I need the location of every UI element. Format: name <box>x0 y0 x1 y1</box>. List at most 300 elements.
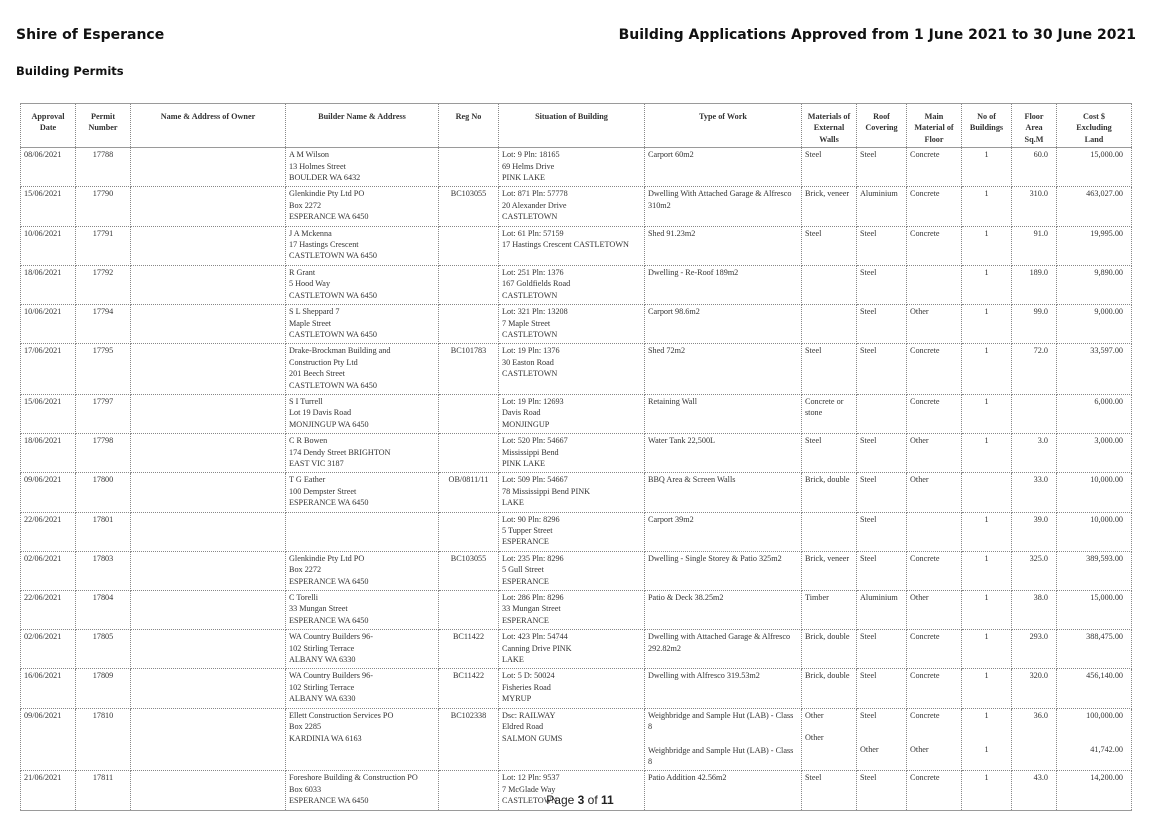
floor-material-cell <box>907 434 962 473</box>
cell-text: C Torelli <box>289 593 319 603</box>
cell-text: 36.0 <box>1033 710 1048 720</box>
situation-cell <box>499 344 645 395</box>
cell-text: Eldred Road <box>502 722 544 732</box>
table-row <box>21 187 1132 226</box>
permit-number-cell <box>76 265 131 304</box>
column-header-text: Excluding <box>1076 123 1112 133</box>
builder-cell <box>286 305 439 344</box>
cell-text: ESPERANCE WA 6450 <box>289 796 369 806</box>
roof-covering-cell <box>857 187 907 226</box>
column-header-text: Sq.M <box>1024 134 1044 144</box>
reg-no-cell <box>439 630 499 669</box>
column-header-text: Permit <box>90 112 116 121</box>
approval-date-cell <box>21 344 76 395</box>
external-walls-cell <box>802 512 857 551</box>
cell-text: 10/06/2021 <box>24 307 62 317</box>
cell-text: Canning Drive PINK <box>502 643 572 653</box>
cell-text: 5 Gull Street <box>502 565 544 575</box>
floor-material-cell <box>907 148 962 187</box>
floor-area-cell <box>1012 708 1057 771</box>
cell-text: 17/06/2021 <box>24 346 62 356</box>
permit-number-cell <box>76 344 131 395</box>
cell-text: CASTLETOWN WA 6450 <box>289 329 377 339</box>
cell-text: Timber <box>805 593 829 603</box>
cell-text: Carport 60m2 <box>648 150 694 160</box>
cell-text: Lot: 509 Pln: 54667 <box>502 475 568 485</box>
table-row <box>21 591 1132 630</box>
permit-number-cell <box>76 394 131 433</box>
cell-text: Patio Addition 42.56m2 <box>648 773 727 783</box>
council-name: Shire of Esperance <box>16 27 165 43</box>
num-buildings-cell <box>962 512 1012 551</box>
cell-text: Steel <box>860 475 877 485</box>
cell-text: Fisheries Road <box>502 682 551 692</box>
floor-material-cell <box>907 551 962 590</box>
num-buildings-cell <box>962 434 1012 473</box>
column-header <box>76 104 131 148</box>
cell-text: 325.0 <box>1029 553 1048 563</box>
cell-text: Mississippi Bend <box>502 447 559 457</box>
cell-text: Dwelling With Attached Garage & Alfresco 310m2 <box>648 189 792 210</box>
permit-number-cell <box>76 669 131 708</box>
floor-material-cell <box>907 226 962 265</box>
cell-text: Steel <box>860 710 877 720</box>
column-header <box>131 104 286 148</box>
cell-text: 1 <box>984 396 989 406</box>
cell-text: Other <box>910 745 929 755</box>
approval-date-cell <box>21 305 76 344</box>
column-header <box>286 104 439 148</box>
total-pages: 11 <box>601 793 614 807</box>
cell-text: 1 <box>984 553 989 563</box>
situation-cell <box>499 187 645 226</box>
cell-text: Aluminium <box>860 189 898 199</box>
reg-no-cell <box>439 265 499 304</box>
reg-no-cell <box>439 591 499 630</box>
reg-no-cell <box>439 434 499 473</box>
owner-cell <box>131 551 286 590</box>
cell-text: Brick, double <box>805 671 850 681</box>
approval-date-cell <box>21 187 76 226</box>
cell-text: 17800 <box>92 475 114 485</box>
column-header-text: Main <box>924 112 944 121</box>
column-header <box>1057 104 1132 148</box>
builder-cell <box>286 148 439 187</box>
reg-no-cell <box>439 473 499 512</box>
column-header-text: Covering <box>865 123 898 133</box>
situation-cell <box>499 669 645 708</box>
cost-cell <box>1057 512 1132 551</box>
permit-number-cell <box>76 551 131 590</box>
owner-cell <box>131 148 286 187</box>
cell-text: Concrete <box>910 228 940 238</box>
column-header <box>1012 104 1057 148</box>
table-row <box>21 669 1132 708</box>
cell-text: 17792 <box>92 267 114 277</box>
cell-text: Lot: 61 Pln: 57159 <box>502 228 564 238</box>
cell-text: MONJINGUP <box>502 419 550 429</box>
cell-text: 30 Easton Road <box>502 357 554 367</box>
cell-text: T G Eather <box>289 475 326 485</box>
cell-text: ESPERANCE <box>502 615 549 625</box>
floor-area-cell <box>1012 148 1057 187</box>
cost-cell <box>1057 434 1132 473</box>
cost-cell <box>1057 630 1132 669</box>
table-header-row <box>21 104 1132 148</box>
cell-text: CASTLETOWN <box>502 290 558 300</box>
cell-text: 17809 <box>92 671 114 681</box>
cell-text: 10/06/2021 <box>24 228 62 238</box>
cell-text: 17798 <box>92 436 114 446</box>
column-header <box>21 104 76 148</box>
column-header-text: Material of <box>914 123 954 133</box>
reg-no-cell <box>439 344 499 395</box>
cell-text: 10,000.00 <box>1090 475 1123 485</box>
cell-text: Other <box>910 593 929 603</box>
cell-text: 39.0 <box>1033 514 1048 524</box>
num-buildings-cell <box>962 630 1012 669</box>
floor-area-cell <box>1012 630 1057 669</box>
floor-material-cell <box>907 591 962 630</box>
cell-text: Aluminium <box>860 593 898 603</box>
cell-text: Concrete <box>910 396 940 406</box>
cell-text: ALBANY WA 6330 <box>289 694 356 704</box>
external-walls-cell <box>802 148 857 187</box>
situation-cell <box>499 512 645 551</box>
cell-text: 33.0 <box>1033 475 1048 485</box>
cell-text: 15,000.00 <box>1090 593 1123 603</box>
permit-number-cell <box>76 512 131 551</box>
num-buildings-cell <box>962 591 1012 630</box>
num-buildings-cell <box>962 305 1012 344</box>
column-header-text: Builder Name & Address <box>318 112 406 121</box>
cell-text: 22/06/2021 <box>24 514 62 524</box>
cell-text: 389,593.00 <box>1086 553 1123 563</box>
cell-text: 5 Tupper Street <box>502 526 553 535</box>
reg-no-cell <box>439 708 499 771</box>
cell-text: 17791 <box>92 228 114 238</box>
column-header-text: Land <box>1084 134 1104 144</box>
cell-text: 17788 <box>92 150 114 160</box>
situation-cell <box>499 630 645 669</box>
cell-text: 9,890.00 <box>1094 267 1123 277</box>
column-header-text: No of <box>977 112 996 121</box>
situation-cell <box>499 551 645 590</box>
external-walls-cell <box>802 434 857 473</box>
cell-text: Steel <box>860 150 877 160</box>
cell-text: 100 Dempster Street <box>289 486 357 496</box>
cell-text: Construction Pty Ltd <box>289 357 358 367</box>
cost-cell <box>1057 551 1132 590</box>
cell-text: Box 2272 <box>289 200 322 210</box>
cell-text: SALMON GUMS <box>502 733 563 743</box>
floor-area-cell <box>1012 434 1057 473</box>
cell-text: Concrete <box>910 150 940 160</box>
cost-cell <box>1057 669 1132 708</box>
page-of: of <box>584 793 602 807</box>
cell-text: Concrete <box>910 671 940 681</box>
cell-text: ESPERANCE WA 6450 <box>289 615 369 625</box>
cell-text: Lot: 423 Pln: 54744 <box>502 632 568 642</box>
cell-text: 09/06/2021 <box>24 710 62 720</box>
roof-covering-cell <box>857 344 907 395</box>
floor-area-cell <box>1012 344 1057 395</box>
roof-covering-cell <box>857 265 907 304</box>
type-of-work-cell <box>645 551 802 590</box>
cell-text: Davis Road <box>502 408 541 418</box>
permit-number-cell <box>76 473 131 512</box>
cell-text: Brick, double <box>805 632 850 642</box>
cell-text: 17790 <box>92 189 114 199</box>
cost-cell <box>1057 265 1132 304</box>
cell-text: 72.0 <box>1033 346 1048 356</box>
cell-text: Steel <box>860 514 877 524</box>
cell-text: Other <box>910 307 929 317</box>
cell-text: 1 <box>984 710 989 720</box>
roof-covering-cell <box>857 394 907 433</box>
cell-text: 17801 <box>92 514 114 524</box>
column-header <box>645 104 802 148</box>
cell-text: Steel <box>805 150 822 160</box>
permit-number-cell <box>76 226 131 265</box>
cell-text: 3,000.00 <box>1094 436 1123 446</box>
column-header <box>439 104 499 148</box>
permit-number-cell <box>76 630 131 669</box>
owner-cell <box>131 473 286 512</box>
column-header-text: Approval <box>31 112 65 121</box>
num-buildings-cell <box>962 708 1012 771</box>
external-walls-cell <box>802 630 857 669</box>
cell-text: 388,475.00 <box>1086 632 1123 642</box>
cell-text: 78 Mississippi Bend PINK <box>502 486 591 496</box>
report-title: Building Applications Approved from 1 June 2021 to 30 June 2021 <box>618 27 1136 43</box>
cell-text: 1 <box>984 632 989 642</box>
owner-cell <box>131 708 286 771</box>
approval-date-cell <box>21 551 76 590</box>
permit-number-cell <box>76 305 131 344</box>
approval-date-cell <box>21 148 76 187</box>
cell-text: ESPERANCE <box>502 537 549 547</box>
cell-text: Concrete <box>910 189 940 199</box>
cell-text: 7 Maple Street <box>502 318 551 328</box>
builder-cell <box>286 630 439 669</box>
type-of-work-cell <box>645 473 802 512</box>
num-buildings-cell <box>962 226 1012 265</box>
cell-text: Lot: 90 Pln: 8296 <box>502 514 560 524</box>
cell-text: Lot 19 Davis Road <box>289 408 352 418</box>
cell-text: Lot: 9 Pln: 18165 <box>502 150 560 160</box>
cell-text: Steel <box>860 228 877 238</box>
table-row <box>21 344 1132 395</box>
cell-text: Lot: 251 Pln: 1376 <box>502 267 564 277</box>
approval-date-cell <box>21 394 76 433</box>
builder-cell <box>286 265 439 304</box>
floor-material-cell <box>907 630 962 669</box>
cell-text: ESPERANCE WA 6450 <box>289 498 369 508</box>
cost-cell <box>1057 708 1132 771</box>
cell-text: 38.0 <box>1033 593 1048 603</box>
situation-cell <box>499 265 645 304</box>
cell-text: Concrete <box>910 346 940 356</box>
num-buildings-cell <box>962 265 1012 304</box>
cell-text: Steel <box>805 228 822 238</box>
roof-covering-cell <box>857 512 907 551</box>
cost-cell <box>1057 148 1132 187</box>
roof-covering-cell <box>857 434 907 473</box>
cell-text: 20 Alexander Drive <box>502 200 567 210</box>
builder-cell <box>286 591 439 630</box>
cell-text: BC11422 <box>452 671 485 681</box>
approval-date-cell <box>21 226 76 265</box>
column-header-text: Buildings <box>969 123 1004 133</box>
reg-no-cell <box>439 512 499 551</box>
cell-text: 17810 <box>92 710 114 720</box>
cell-text: ALBANY WA 6330 <box>289 655 356 665</box>
roof-covering-cell <box>857 708 907 771</box>
reg-no-cell <box>439 226 499 265</box>
column-header-text: Floor <box>1024 112 1044 121</box>
situation-cell <box>499 473 645 512</box>
cell-text: Weighbridge and Sample Hut (LAB) - Class 8 <box>648 745 794 766</box>
cell-text: 15/06/2021 <box>24 189 62 199</box>
cell-text: Dwelling with Alfresco 319.53m2 <box>648 671 760 681</box>
cost-cell <box>1057 226 1132 265</box>
table-row <box>21 305 1132 344</box>
column-header <box>962 104 1012 148</box>
cell-text: 02/06/2021 <box>24 632 62 642</box>
cell-text: 17 Hastings Crescent <box>289 240 359 250</box>
floor-area-cell <box>1012 669 1057 708</box>
cell-text: Shed 91.23m2 <box>648 228 696 238</box>
approval-date-cell <box>21 708 76 771</box>
cell-text: Brick, veneer <box>805 189 850 199</box>
column-header-text: Situation of Building <box>535 112 608 121</box>
cell-text: Shed 72m2 <box>648 346 686 356</box>
cell-text: 17805 <box>92 632 114 642</box>
cell-text: 189.0 <box>1029 267 1048 277</box>
cell-text: 17 Hastings Crescent CASTLETOWN <box>502 240 629 250</box>
table-row <box>21 226 1132 265</box>
cell-text: 33 Mungan Street <box>289 604 348 614</box>
external-walls-cell <box>802 344 857 395</box>
cell-text: 100,000.00 <box>1086 710 1123 720</box>
cell-text: 1 <box>984 189 989 199</box>
cell-text: 9,000.00 <box>1094 307 1123 317</box>
cell-text: 69 Helms Drive <box>502 161 555 171</box>
cell-text: 22/06/2021 <box>24 593 62 603</box>
cell-text: Retaining Wall <box>648 396 697 406</box>
cell-text: R Grant <box>289 267 316 277</box>
builder-cell <box>286 187 439 226</box>
cell-text: 456,140.00 <box>1086 671 1123 681</box>
situation-cell <box>499 148 645 187</box>
cell-text: WA Country Builders 96- <box>289 671 373 681</box>
cell-text: Dwelling - Re-Roof 189m2 <box>648 267 739 277</box>
cell-text: BC101783 <box>450 346 487 356</box>
reg-no-cell <box>439 187 499 226</box>
cell-text: 16/06/2021 <box>24 671 62 681</box>
cell-text: Other <box>805 733 824 743</box>
situation-cell <box>499 394 645 433</box>
cell-text: 09/06/2021 <box>24 475 62 485</box>
cell-text: 3.0 <box>1037 436 1048 446</box>
builder-cell <box>286 669 439 708</box>
table-row <box>21 434 1132 473</box>
column-header-text: Floor <box>924 134 944 144</box>
cell-text: BBQ Area & Screen Walls <box>648 475 736 485</box>
num-buildings-cell <box>962 473 1012 512</box>
column-header <box>907 104 962 148</box>
cell-text: Lot: 235 Pln: 8296 <box>502 553 564 563</box>
section-title: Building Permits <box>16 64 124 78</box>
floor-material-cell <box>907 708 962 771</box>
builder-cell <box>286 434 439 473</box>
cell-text: Water Tank 22,500L <box>648 436 716 446</box>
cell-text: Steel <box>860 773 877 783</box>
reg-no-cell <box>439 551 499 590</box>
cell-text: CASTLETOWN <box>502 369 558 379</box>
approval-date-cell <box>21 591 76 630</box>
cell-text: LAKE <box>502 498 524 508</box>
roof-covering-cell <box>857 473 907 512</box>
cell-text: Concrete <box>910 773 940 783</box>
floor-material-cell <box>907 305 962 344</box>
cell-text: CASTLETOWN <box>502 212 558 222</box>
cell-text: BOULDER WA 6432 <box>289 173 361 183</box>
builder-cell <box>286 344 439 395</box>
roof-covering-cell <box>857 226 907 265</box>
cell-text: 310.0 <box>1029 189 1048 199</box>
permit-number-cell <box>76 148 131 187</box>
type-of-work-cell <box>645 708 802 771</box>
cell-text: Brick, veneer <box>805 553 850 563</box>
type-of-work-cell <box>645 434 802 473</box>
cell-text: Steel <box>805 436 822 446</box>
situation-cell <box>499 434 645 473</box>
cell-text: Brick, double <box>805 475 850 485</box>
cell-text: 17811 <box>92 773 114 783</box>
cell-text: 21/06/2021 <box>24 773 62 783</box>
cell-text: 17795 <box>92 346 114 356</box>
owner-cell <box>131 226 286 265</box>
column-header-text: Name & Address of Owner <box>160 112 256 121</box>
num-buildings-cell <box>962 148 1012 187</box>
builder-cell <box>286 226 439 265</box>
external-walls-cell <box>802 226 857 265</box>
cell-text: 102 Stirling Terrace <box>289 643 355 653</box>
cell-text: 33 Mungan Street <box>502 604 561 614</box>
cell-text: 6,000.00 <box>1094 396 1123 406</box>
cell-text: Lot: 5 D: 50024 <box>502 671 555 681</box>
cell-text: Other <box>910 436 929 446</box>
approval-date-cell <box>21 669 76 708</box>
cell-text: 99.0 <box>1033 307 1048 317</box>
cell-text: 17803 <box>92 553 114 563</box>
floor-area-cell <box>1012 394 1057 433</box>
cell-text: 15,000.00 <box>1090 150 1123 160</box>
cell-text: Concrete <box>910 553 940 563</box>
cell-text: Steel <box>860 632 877 642</box>
column-header-text: Roof <box>873 112 890 121</box>
cell-text: 14,200.00 <box>1090 773 1123 783</box>
external-walls-cell <box>802 394 857 433</box>
reg-no-cell <box>439 394 499 433</box>
cell-text: 201 Beech Street <box>289 369 345 379</box>
cell-text: S I Turrell <box>289 396 323 406</box>
cell-text: 1 <box>984 228 989 238</box>
table-row <box>21 473 1132 512</box>
column-header-text: Cost $ <box>1082 112 1106 121</box>
